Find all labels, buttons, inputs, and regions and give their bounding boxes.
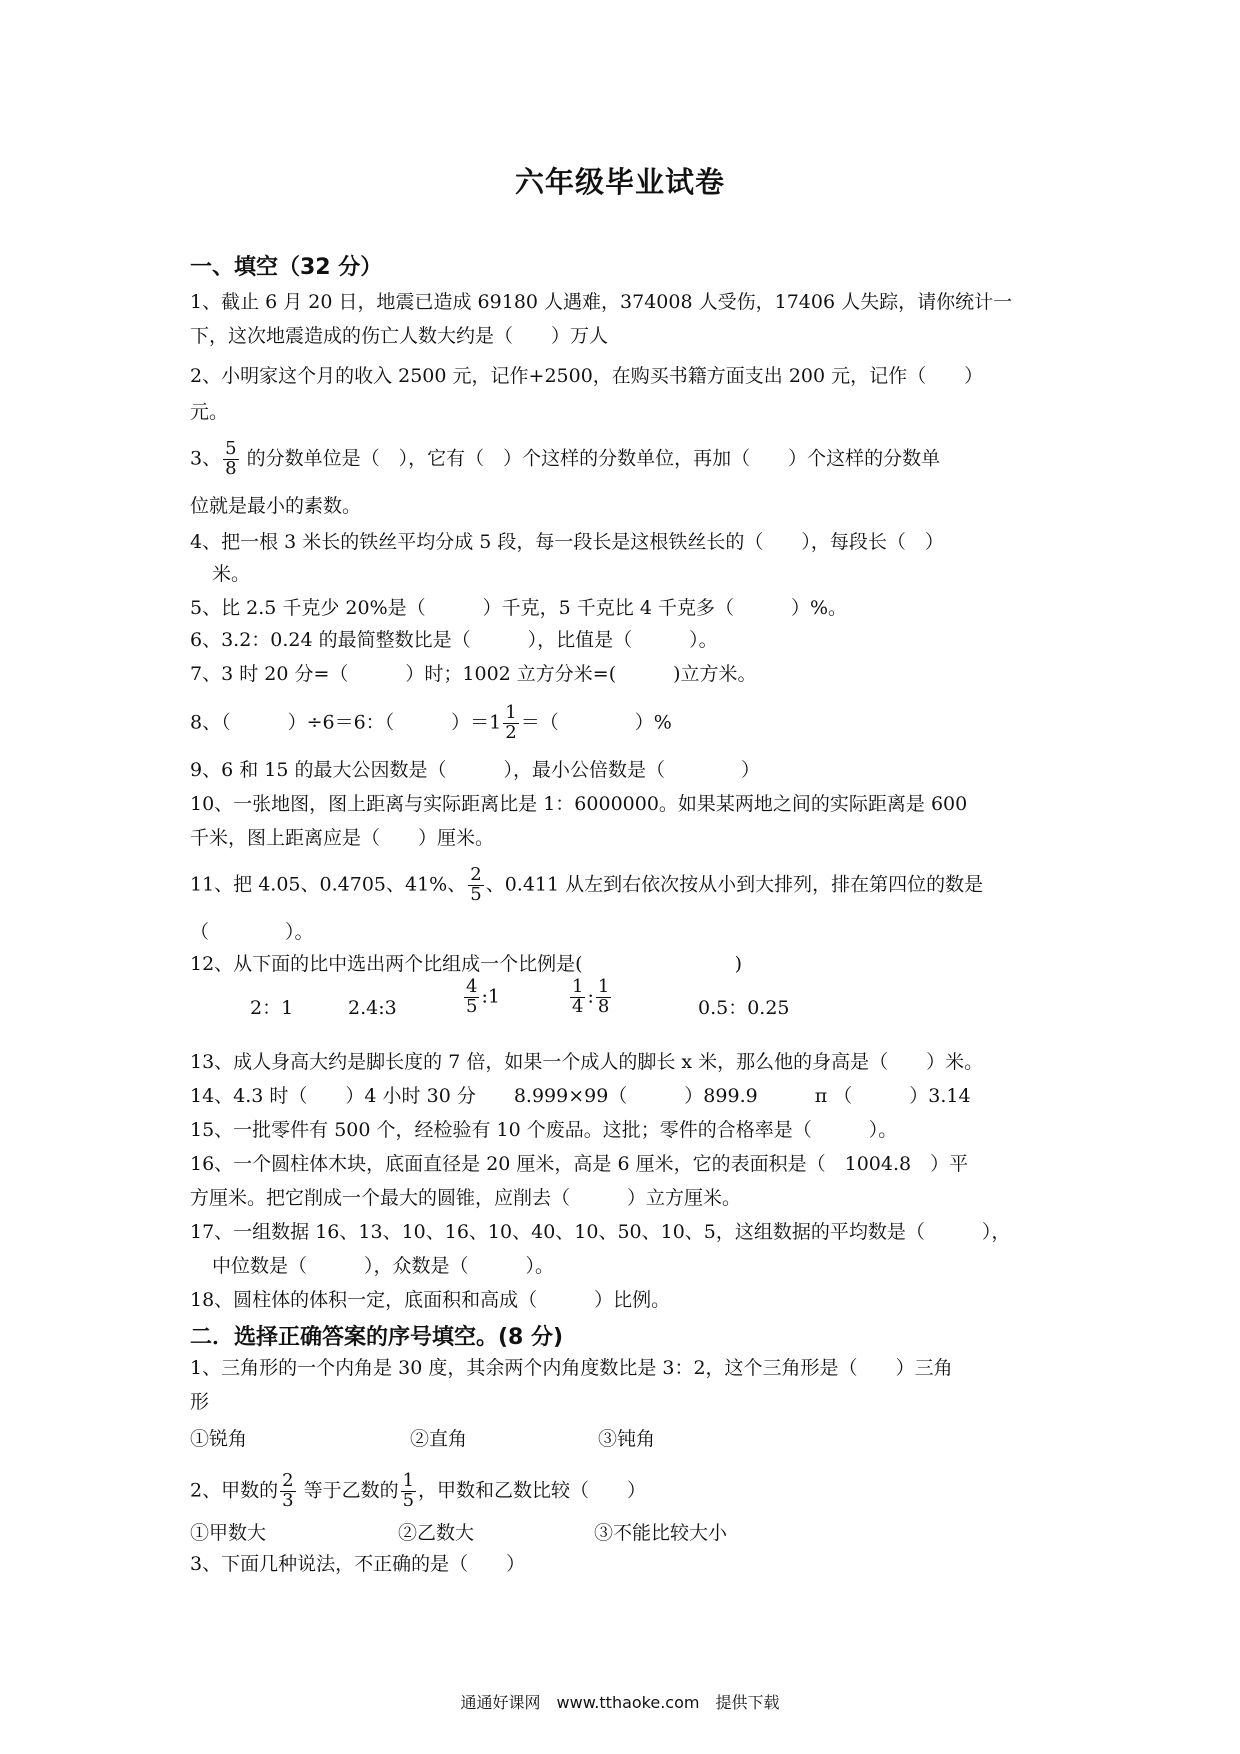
question-6: 6、3.2：0.24 的最简整数比是（ ），比值是（ ）。 bbox=[190, 629, 718, 651]
question-3-text: 的分数单位是（ ），它有（ ）个这样的分数单位，再加（ ）个这样的分数单 bbox=[240, 447, 941, 470]
fraction-one-half bbox=[503, 704, 518, 743]
ratio-colon: : bbox=[587, 985, 594, 1008]
download-footer: 通通好课网 www.tthaoke.com 提供下载 bbox=[460, 1693, 780, 1712]
question-10-line-1: 10、一张地图，图上距离与实际距离比是 1：6000000。如果某两地之间的实际距离是 600 bbox=[190, 793, 968, 815]
section-heading-multiple-choice: 二．选择正确答案的序号填空。(8 分) bbox=[190, 1325, 564, 1350]
fraction-numerator: 5 bbox=[225, 438, 237, 459]
question-4-line-1: 4、把一根 3 米长的铁丝平均分成 5 段，每一段长是这根铁丝长的（ ），每段长（ ） bbox=[190, 531, 944, 553]
fraction-two-thirds bbox=[280, 1472, 295, 1511]
question-3-line-2: 位就是最小的素数。 bbox=[190, 495, 362, 517]
question-17-line-1: 17、一组数据 16、13、10、16、10、40、10、50、10、5，这组数据的平均数是（ ）， bbox=[190, 1221, 1011, 1243]
choice-question-1-option-3: ③钝角 bbox=[598, 1428, 656, 1450]
fraction-denominator: 5 bbox=[402, 1489, 415, 1511]
choice-question-2-prefix: 2、甲数的 bbox=[190, 1479, 279, 1502]
question-17-line-2: 中位数是（ ），众数是（ ）。 bbox=[212, 1255, 555, 1277]
choice-question-2-option-1: ①甲数大 bbox=[190, 1522, 267, 1544]
choice-question-1-option-1: ①锐角 bbox=[190, 1428, 248, 1450]
question-5: 5、比 2.5 千克少 20%是（ ）千克，5 千克比 4 千克多（ ）%。 bbox=[190, 597, 848, 619]
fraction-numerator: 1 bbox=[597, 976, 610, 997]
fraction-numerator: 4 bbox=[466, 976, 478, 997]
fraction-denominator: 8 bbox=[597, 995, 610, 1017]
question-7: 7、3 时 20 分=（ ）时；1002 立方分米=( )立方米。 bbox=[190, 663, 757, 685]
question-10-line-2: 千米，图上距离应是（ ）厘米。 bbox=[190, 827, 495, 849]
fraction-five-eighths bbox=[223, 440, 238, 479]
choice-question-2-option-3: ③不能比较大小 bbox=[594, 1522, 728, 1544]
fraction-numerator: 2 bbox=[470, 864, 482, 885]
question-4-line-2: 米。 bbox=[212, 563, 251, 585]
question-11-suffix: 、0.411 从左到右依次按从小到大排列，排在第四位的数是 bbox=[485, 873, 984, 896]
question-11-line-1 bbox=[190, 866, 1070, 905]
fraction-denominator: 8 bbox=[225, 457, 237, 479]
fraction-denominator: 2 bbox=[505, 721, 517, 743]
ratio-option-3 bbox=[462, 978, 500, 1017]
choice-question-1-line-1: 1、三角形的一个内角是 30 度，其余两个内角度数比是 3：2，这个三角形是（ ）三角 bbox=[190, 1357, 953, 1379]
question-11-line-2: （ ）。 bbox=[190, 921, 314, 943]
question-3-line-1 bbox=[190, 440, 1070, 479]
choice-question-2 bbox=[190, 1472, 1070, 1511]
fraction-denominator: 5 bbox=[470, 883, 482, 905]
question-16-line-1: 16、一个圆柱体木块，底面直径是 20 厘米，高是 6 厘米，它的表面积是（ 1004.8 ）平 bbox=[190, 1153, 969, 1175]
fraction-denominator: 5 bbox=[466, 995, 478, 1017]
fraction-numerator: 2 bbox=[282, 1470, 294, 1491]
page-title: 六年级毕业试卷 bbox=[514, 165, 725, 199]
question-16-line-2: 方厘米。把它削成一个最大的圆锥，应削去（ ）立方厘米。 bbox=[190, 1187, 742, 1209]
question-12: 12、从下面的比中选出两个比组成一个比例是( ) bbox=[190, 953, 743, 975]
choice-question-1-line-2: 形 bbox=[190, 1391, 210, 1413]
question-8-prefix: 8、（ ）÷6＝6：（ ）＝1 bbox=[190, 711, 502, 734]
choice-question-2-mid: 等于乙数的 bbox=[297, 1479, 399, 1502]
question-2-line-1: 2、小明家这个月的收入 2500 元，记作+2500，在购买书籍方面支出 200 元，记作（ ） bbox=[190, 365, 984, 387]
choice-question-1-option-2: ②直角 bbox=[410, 1428, 468, 1450]
fraction-numerator: 1 bbox=[572, 976, 584, 997]
choice-question-2-suffix: ，甲数和乙数比较（ ） bbox=[418, 1479, 647, 1502]
question-1-line-2: 下，这次地震造成的伤亡人数大约是（ ）万人 bbox=[190, 325, 609, 347]
choice-question-3: 3、下面几种说法，不正确的是（ ） bbox=[190, 1553, 526, 1575]
question-14: 14、4.3 时（ ）4 小时 30 分 8.999×99（ ）899.9 π （ ）3.14 bbox=[190, 1085, 971, 1107]
fraction-denominator: 4 bbox=[572, 995, 584, 1017]
fraction-numerator: 1 bbox=[402, 1470, 415, 1491]
ratio-option-5: 0.5：0.25 bbox=[698, 997, 790, 1019]
section-heading-fill-in: 一、填空（32 分） bbox=[190, 255, 383, 280]
ratio-option-2: 2.4:3 bbox=[348, 997, 397, 1019]
question-9: 9、6 和 15 的最大公因数是（ ），最小公倍数是（ ） bbox=[190, 759, 760, 781]
question-15: 15、一批零件有 500 个，经检验有 10 个废品。这批；零件的合格率是（ ）。 bbox=[190, 1119, 898, 1141]
question-8 bbox=[190, 704, 1070, 743]
question-8-suffix: ＝（ ）% bbox=[520, 711, 672, 734]
ratio-tail: :1 bbox=[481, 985, 500, 1008]
question-3-prefix: 3、 bbox=[190, 447, 222, 470]
question-18: 18、圆柱体的体积一定，底面积和高成（ ）比例。 bbox=[190, 1289, 671, 1311]
ratio-option-4 bbox=[568, 978, 613, 1017]
question-2-line-2: 元。 bbox=[190, 401, 229, 423]
fraction-two-fifths bbox=[468, 866, 483, 905]
question-1-line-1: 1、截止 6 月 20 日，地震已造成 69180 人遇难，374008 人受伤，17406 人失踪，请你统计一 bbox=[190, 291, 1013, 313]
question-11-prefix: 11、把 4.05、0.4705、41%、 bbox=[190, 873, 467, 896]
ratio-option-1: 2：1 bbox=[250, 997, 294, 1019]
question-13: 13、成人身高大约是脚长度的 7 倍，如果一个成人的脚长 x 米，那么他的身高是（ ）米。 bbox=[190, 1051, 984, 1073]
fraction-numerator: 1 bbox=[505, 702, 517, 723]
fraction-one-fifth bbox=[401, 1472, 416, 1511]
fraction-denominator: 3 bbox=[282, 1489, 294, 1511]
choice-question-2-option-2: ②乙数大 bbox=[398, 1522, 475, 1544]
